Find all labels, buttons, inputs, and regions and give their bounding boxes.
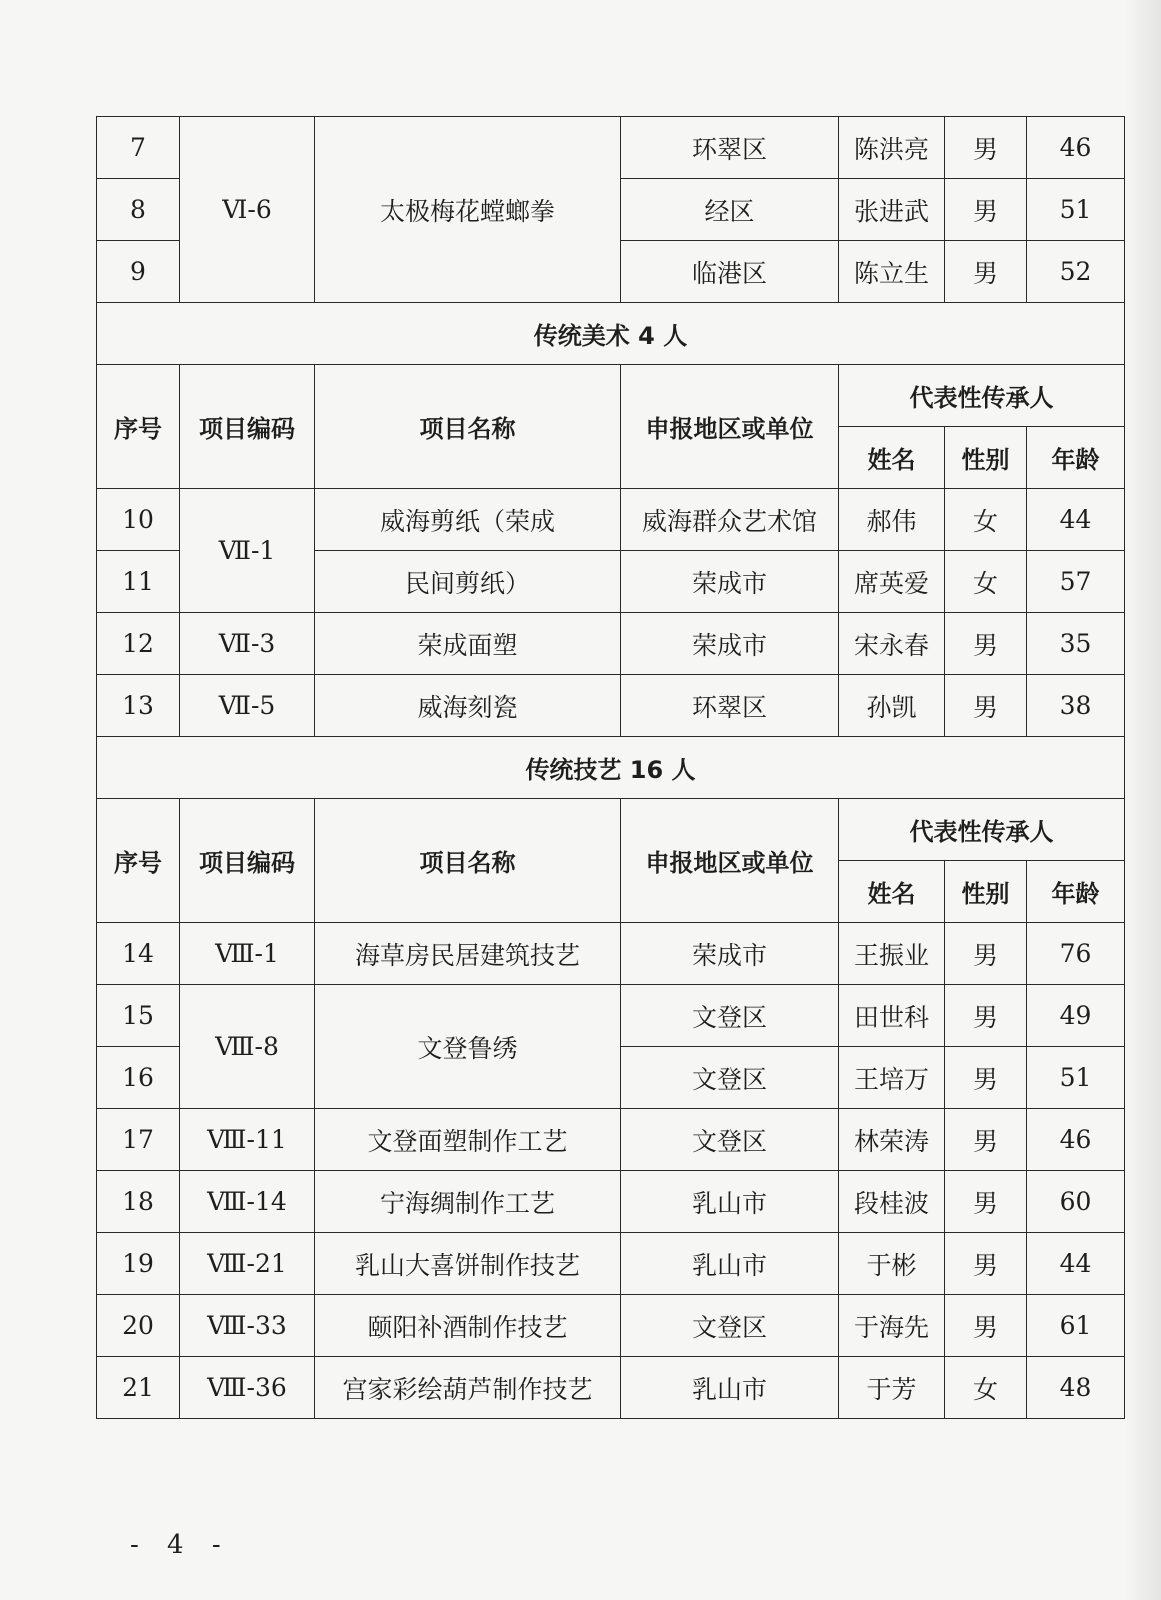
region: 临港区 [621, 241, 839, 303]
project-name: 文登面塑制作工艺 [315, 1109, 621, 1171]
table-row [97, 1233, 1125, 1295]
age: 49 [1027, 985, 1125, 1047]
project-code: Ⅷ-14 [180, 1171, 315, 1233]
age: 61 [1027, 1295, 1125, 1357]
row-no: 16 [97, 1047, 180, 1109]
header-inheritor: 代表性传承人 [839, 799, 1125, 861]
table-row [97, 489, 1125, 551]
gender: 女 [945, 551, 1027, 613]
header-person: 姓名 [839, 427, 945, 489]
project-name: 宁海绸制作工艺 [315, 1171, 621, 1233]
header-code: 项目编码 [180, 799, 315, 923]
header-region: 申报地区或单位 [621, 799, 839, 923]
person-name: 田世科 [839, 985, 945, 1047]
region: 文登区 [621, 1295, 839, 1357]
row-no: 19 [97, 1233, 180, 1295]
region: 经区 [621, 179, 839, 241]
row-no: 9 [97, 241, 180, 303]
age: 38 [1027, 675, 1125, 737]
gender: 男 [945, 1295, 1027, 1357]
header-person: 姓名 [839, 861, 945, 923]
row-no: 20 [97, 1295, 180, 1357]
region: 文登区 [621, 1047, 839, 1109]
project-code: Ⅶ-5 [180, 675, 315, 737]
project-code: Ⅷ-21 [180, 1233, 315, 1295]
page-number: - 4 - [130, 1530, 231, 1560]
header-row [97, 365, 1125, 427]
age: 51 [1027, 1047, 1125, 1109]
header-inheritor: 代表性传承人 [839, 365, 1125, 427]
row-no: 7 [97, 117, 180, 179]
person-name: 宋永春 [839, 613, 945, 675]
age: 57 [1027, 551, 1125, 613]
header-gender: 性别 [945, 861, 1027, 923]
project-code: Ⅷ-36 [180, 1357, 315, 1419]
region: 荣成市 [621, 551, 839, 613]
header-name: 项目名称 [315, 365, 621, 489]
row-no: 12 [97, 613, 180, 675]
row-no: 13 [97, 675, 180, 737]
person-name: 王振业 [839, 923, 945, 985]
gender: 男 [945, 923, 1027, 985]
table-row [97, 1171, 1125, 1233]
person-name: 于海先 [839, 1295, 945, 1357]
region: 乳山市 [621, 1357, 839, 1419]
gender: 男 [945, 1233, 1027, 1295]
region: 威海群众艺术馆 [621, 489, 839, 551]
region: 乳山市 [621, 1233, 839, 1295]
gender: 男 [945, 613, 1027, 675]
person-name: 孙凯 [839, 675, 945, 737]
gender: 男 [945, 985, 1027, 1047]
project-name-line2: 民间剪纸） [315, 551, 621, 613]
project-name: 颐阳补酒制作技艺 [315, 1295, 621, 1357]
person-name: 陈洪亮 [839, 117, 945, 179]
project-code: Ⅶ-3 [180, 613, 315, 675]
section-title-art: 传统美术 4 人 [97, 303, 1125, 365]
header-no: 序号 [97, 365, 180, 489]
person-name: 郝伟 [839, 489, 945, 551]
project-name: 荣成面塑 [315, 613, 621, 675]
header-age: 年龄 [1027, 427, 1125, 489]
table-row [97, 923, 1125, 985]
section-row [97, 303, 1125, 365]
region: 文登区 [621, 985, 839, 1047]
section-row [97, 737, 1125, 799]
age: 44 [1027, 1233, 1125, 1295]
project-code: Ⅷ-1 [180, 923, 315, 985]
age: 46 [1027, 117, 1125, 179]
age: 44 [1027, 489, 1125, 551]
gender: 男 [945, 117, 1027, 179]
gender: 男 [945, 675, 1027, 737]
header-row [97, 799, 1125, 861]
person-name: 于彬 [839, 1233, 945, 1295]
project-name: 威海刻瓷 [315, 675, 621, 737]
section-title-craft: 传统技艺 16 人 [97, 737, 1125, 799]
project-name: 乳山大喜饼制作技艺 [315, 1233, 621, 1295]
age: 51 [1027, 179, 1125, 241]
project-name: 太极梅花螳螂拳 [315, 117, 621, 303]
row-no: 8 [97, 179, 180, 241]
person-name: 陈立生 [839, 241, 945, 303]
person-name: 段桂波 [839, 1171, 945, 1233]
inheritor-table [96, 116, 1125, 1419]
header-age: 年龄 [1027, 861, 1125, 923]
gender: 男 [945, 241, 1027, 303]
gender: 男 [945, 1047, 1027, 1109]
row-no: 21 [97, 1357, 180, 1419]
person-name: 于芳 [839, 1357, 945, 1419]
person-name: 林荣涛 [839, 1109, 945, 1171]
person-name: 张进武 [839, 179, 945, 241]
gender: 男 [945, 179, 1027, 241]
project-code: Ⅶ-1 [180, 489, 315, 613]
region: 荣成市 [621, 613, 839, 675]
age: 46 [1027, 1109, 1125, 1171]
scan-edge-shadow [1125, 0, 1161, 1600]
project-name: 海草房民居建筑技艺 [315, 923, 621, 985]
gender: 男 [945, 1109, 1027, 1171]
row-no: 15 [97, 985, 180, 1047]
age: 52 [1027, 241, 1125, 303]
header-no: 序号 [97, 799, 180, 923]
project-code: Ⅷ-33 [180, 1295, 315, 1357]
header-gender: 性别 [945, 427, 1027, 489]
person-name: 王培万 [839, 1047, 945, 1109]
project-name: 文登鲁绣 [315, 985, 621, 1109]
row-no: 14 [97, 923, 180, 985]
age: 60 [1027, 1171, 1125, 1233]
table-row [97, 1109, 1125, 1171]
header-name: 项目名称 [315, 799, 621, 923]
region: 荣成市 [621, 923, 839, 985]
region: 文登区 [621, 1109, 839, 1171]
age: 48 [1027, 1357, 1125, 1419]
row-no: 10 [97, 489, 180, 551]
project-code: Ⅷ-11 [180, 1109, 315, 1171]
table-row [97, 675, 1125, 737]
row-no: 11 [97, 551, 180, 613]
header-region: 申报地区或单位 [621, 365, 839, 489]
region: 环翠区 [621, 675, 839, 737]
gender: 男 [945, 1171, 1027, 1233]
person-name: 席英爱 [839, 551, 945, 613]
project-name-line1: 威海剪纸（荣成 [315, 489, 621, 551]
row-no: 18 [97, 1171, 180, 1233]
project-name: 宫家彩绘葫芦制作技艺 [315, 1357, 621, 1419]
header-code: 项目编码 [180, 365, 315, 489]
region: 环翠区 [621, 117, 839, 179]
project-code: Ⅵ-6 [180, 117, 315, 303]
project-code: Ⅷ-8 [180, 985, 315, 1109]
table-row [97, 1295, 1125, 1357]
table-row [97, 117, 1125, 179]
gender: 女 [945, 1357, 1027, 1419]
age: 76 [1027, 923, 1125, 985]
table-row [97, 1357, 1125, 1419]
gender: 女 [945, 489, 1027, 551]
table-row [97, 613, 1125, 675]
row-no: 17 [97, 1109, 180, 1171]
age: 35 [1027, 613, 1125, 675]
table-row [97, 985, 1125, 1047]
region: 乳山市 [621, 1171, 839, 1233]
